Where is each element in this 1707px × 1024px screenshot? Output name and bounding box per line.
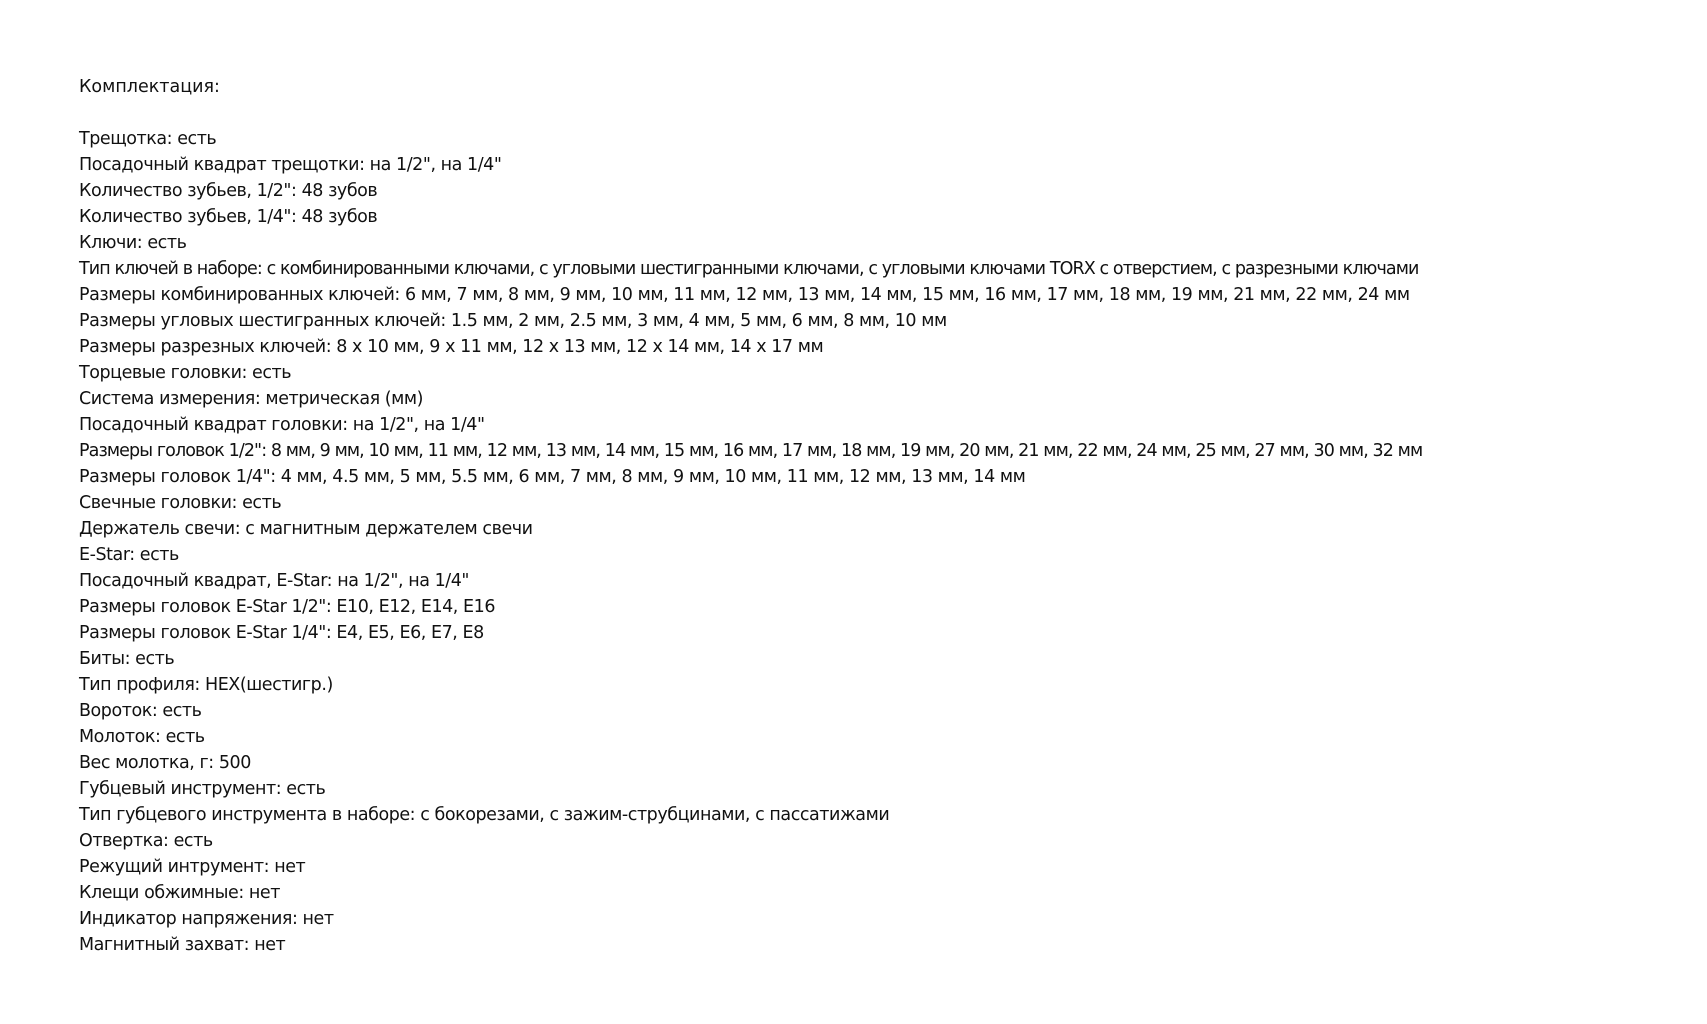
- spec-line-teeth-quarter-inch: Количество зубьев, 1/4": 48 зубов: [79, 207, 378, 227]
- spec-line-e-star-square: Посадочный квадрат, E-Star: на 1/2", на 1/4": [79, 571, 470, 591]
- spec-line-voltage-indicator: Индикатор напряжения: нет: [79, 909, 334, 929]
- spec-line-e-star: E-Star: есть: [79, 545, 179, 565]
- spec-line-pliers-tools: Губцевый инструмент: есть: [79, 779, 326, 799]
- spec-line-ratchet-square: Посадочный квадрат трещотки: на 1/2", на 1/4": [79, 155, 502, 175]
- document-heading: Комплектация:: [79, 77, 220, 97]
- spec-line-key-types: Тип ключей в наборе: с комбинированными ключами, с угловыми шестигранными ключами, с угловыми ключами TORX с отверстием, с разрезными ключами: [79, 259, 1419, 279]
- spec-line-teeth-half-inch: Количество зубьев, 1/2": 48 зубов: [79, 181, 378, 201]
- spec-line-bits: Биты: есть: [79, 649, 175, 669]
- spec-line-spark-plug-sockets: Свечные головки: есть: [79, 493, 282, 513]
- spec-line-pliers-types: Тип губцевого инструмента в наборе: с бокорезами, с зажим-струбцинами, с пассатижами: [79, 805, 890, 825]
- spec-line-e-star-sizes-quarter-inch: Размеры головок E-Star 1/4": E4, E5, E6, E7, E8: [79, 623, 484, 643]
- spec-line-socket-sizes-half-inch: Размеры головок 1/2": 8 мм, 9 мм, 10 мм, 11 мм, 12 мм, 13 мм, 14 мм, 15 мм, 16 мм, 17 мм, 18 мм, 19 мм, 20 мм, 21 мм, 22 мм, 24 мм, 25 мм, 27 мм, 30 мм, 32 мм: [79, 441, 1423, 461]
- spec-line-magnetic-pickup: Магнитный захват: нет: [79, 935, 286, 955]
- spec-line-wrench-handle: Вороток: есть: [79, 701, 202, 721]
- spec-line-measurement-system: Система измерения: метрическая (мм): [79, 389, 424, 409]
- spec-line-combination-key-sizes: Размеры комбинированных ключей: 6 мм, 7 мм, 8 мм, 9 мм, 10 мм, 11 мм, 12 мм, 13 мм, 14 мм, 15 мм, 16 мм, 17 мм, 18 мм, 19 мм, 21 мм, 22 мм, 24 мм: [79, 285, 1410, 305]
- spec-line-hammer-weight: Вес молотка, г: 500: [79, 753, 251, 773]
- spec-line-flare-key-sizes: Размеры разрезных ключей: 8 x 10 мм, 9 x 11 мм, 12 x 13 мм, 12 x 14 мм, 14 x 17 мм: [79, 337, 824, 357]
- spec-line-sockets: Торцевые головки: есть: [79, 363, 292, 383]
- spec-line-hammer: Молоток: есть: [79, 727, 205, 747]
- spec-line-hex-key-sizes: Размеры угловых шестигранных ключей: 1.5 мм, 2 мм, 2.5 мм, 3 мм, 4 мм, 5 мм, 6 мм, 8 мм, 10 мм: [79, 311, 947, 331]
- spec-list: [79, 126, 1689, 958]
- spec-line-socket-square: Посадочный квадрат головки: на 1/2", на 1/4": [79, 415, 485, 435]
- spec-line-profile-type: Тип профиля: HEX(шестигр.): [79, 675, 333, 695]
- spec-line-spark-plug-holder: Держатель свечи: с магнитным держателем свечи: [79, 519, 533, 539]
- spec-line-screwdriver: Отвертка: есть: [79, 831, 213, 851]
- specification-document: [79, 74, 1689, 958]
- spec-line-ratchet: Трещотка: есть: [79, 129, 217, 149]
- spec-line-crimping-pliers: Клещи обжимные: нет: [79, 883, 280, 903]
- spec-line-socket-sizes-quarter-inch: Размеры головок 1/4": 4 мм, 4.5 мм, 5 мм, 5.5 мм, 6 мм, 7 мм, 8 мм, 9 мм, 10 мм, 11 мм, 12 мм, 13 мм, 14 мм: [79, 467, 1026, 487]
- spec-line-keys: Ключи: есть: [79, 233, 187, 253]
- spec-line-e-star-sizes-half-inch: Размеры головок E-Star 1/2": E10, E12, E14, E16: [79, 597, 496, 617]
- spec-line-cutting-tool: Режущий интрумент: нет: [79, 857, 306, 877]
